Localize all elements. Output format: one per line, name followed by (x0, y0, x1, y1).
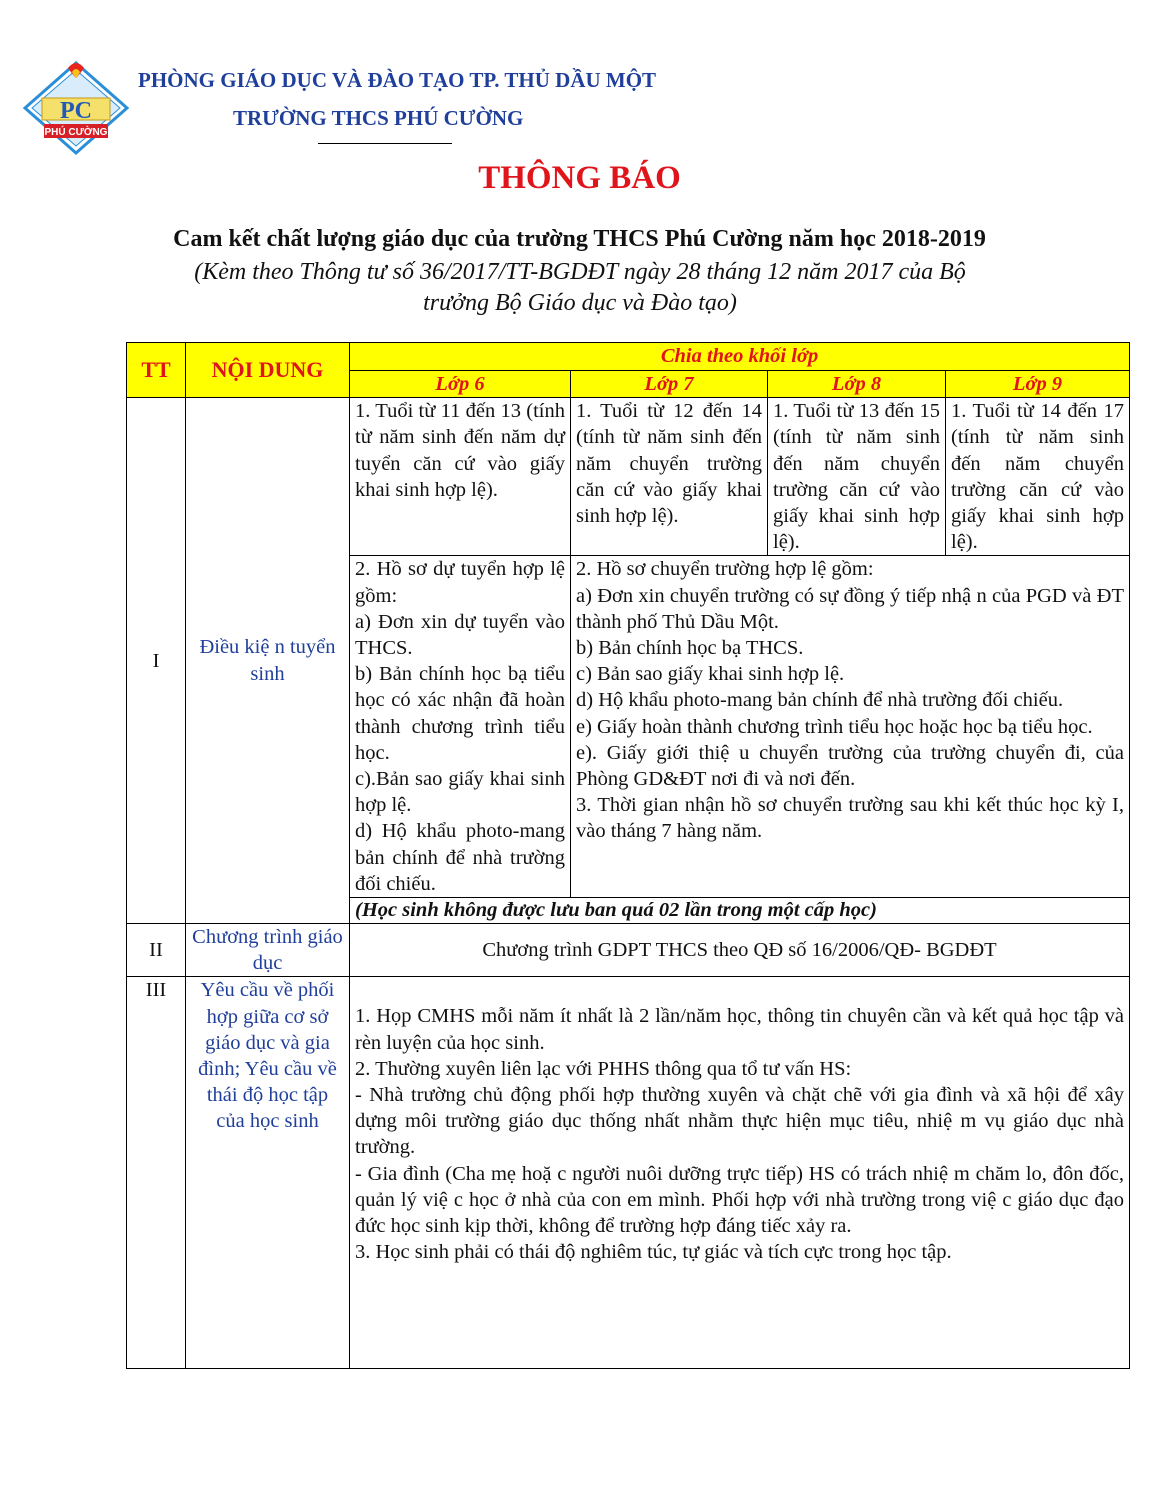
age-grade-7: 1. Tuổi từ 12 đến 14 (tính từ năm sinh đến năm chuyển trường căn cứ vào giấy khai sinh hợp lệ). (571, 398, 768, 556)
section-3-item: - Gia đình (Cha mẹ hoặ c người nuôi dưỡng trực tiếp) HS có trách nhiệ m chăm lo, đôn đốc, quản lý việ c học ở nhà của con em mình. Phối hợp với nhà trường trong việ c giáo dục đạo đức học sinh kịp thời, không để trường hợp đáng tiếc xảy ra. (355, 1162, 1125, 1238)
docs-transfer-item: b) Bản chính học bạ THCS. (576, 637, 804, 660)
note-line-1: (Kèm theo Thông tư số 36/2017/TT-BGDĐT ngày 28 tháng 12 năm 2017 của Bộ (194, 259, 966, 285)
document-note (140, 257, 1020, 319)
section-name-3: Yêu cầu về phối hợp giữa cơ sở giáo dục và gia đình; Yêu cầu về thái độ học tập của học sinh (186, 977, 350, 1369)
section-3-item: - Nhà trường chủ động phối hợp thường xuyên và chặt chẽ với gia đình và xã hội để xây dựng môi trường giáo dục thống nhất nhằm thực hiện mục tiêu, nhiệ m vụ giáo dục nhà trường. (355, 1084, 1125, 1159)
docs-transfer-item: a) Đơn xin chuyển trường có sự đồng ý tiếp nhậ n của PGD và ĐT thành phố Thủ Dầu Một. (576, 584, 1125, 633)
docs-grade-6-item: b) Bản chính học bạ tiểu học có xác nhận đã hoàn thành chương trình tiểu học. (355, 663, 565, 764)
docs-transfer (571, 556, 1130, 898)
department-name: PHÒNG GIÁO DỤC VÀ ĐÀO TẠO TP. THỦ DẦU MỘT (138, 68, 657, 92)
section-2-content: Chương trình GDPT THCS theo QĐ số 16/2006/QĐ- BGDĐT (350, 924, 1130, 977)
section-3-content (350, 977, 1130, 1369)
header-grade-9: Lớp 9 (946, 371, 1130, 398)
section-3-item: 1. Họp CMHS mỗi năm ít nhất là 2 lần/năm học, thông tin chuyên cần và kết quả học tập và rèn luyện của học sinh. (355, 1005, 1125, 1054)
document-subtitle: Cam kết chất lượng giáo dục của trường THCS Phú Cường năm học 2018-2019 (173, 226, 986, 252)
age-grade-9: 1. Tuổi từ 14 đến 17 (tính từ năm sinh đến năm chuyển trường căn cứ vào giấy khai sinh hợp lệ). (946, 398, 1130, 556)
docs-grade-6-item: a) Đơn xin dự tuyển vào THCS. (355, 610, 565, 660)
docs-grade-6-item: c).Bản sao giấy khai sinh hợp lệ. (355, 768, 565, 817)
age-grade-6: 1. Tuổi từ 11 đến 13 (tính từ năm sinh đến năm dự tuyển căn cứ vào giấy khai sinh hợp lệ). (350, 398, 571, 556)
commitment-table (126, 342, 1130, 1369)
age-grade-8: 1. Tuổi từ 13 đến 15 (tính từ năm sinh đến năm chuyển trường căn cứ vào giấy khai sinh hợp lệ). (768, 398, 946, 556)
docs-transfer-item: c) Bản sao giấy khai sinh hợp lệ. (576, 663, 845, 686)
logo-text: PHÚ CƯỜNG (44, 127, 108, 138)
docs-transfer-item: e). Giấy giới thiệ u chuyển trường của trường chuyển đi, của Phòng GD&ĐT nơi đi và nơi đến. (576, 741, 1125, 791)
logo-letters: PC (60, 98, 92, 124)
school-name: TRƯỜNG THCS PHÚ CƯỜNG (233, 106, 524, 130)
header-grade-group: Chia theo khối lớp (350, 343, 1130, 371)
section-tt-1: I (127, 398, 186, 924)
document-title: THÔNG BÁO (478, 160, 681, 196)
docs-transfer-item: e) Giấy hoàn thành chương trình tiểu học hoặc học bạ tiểu học. (576, 715, 1093, 738)
section-3-item: 3. Học sinh phải có thái độ nghiêm túc, tự giác và tích cực trong học tập. (355, 1241, 952, 1264)
section-tt-3: III (127, 977, 186, 1369)
header-content: NỘI DUNG (186, 343, 350, 398)
docs-grade-6-item: d) Hộ khẩu photo-mang bản chính để nhà trường đối chiếu. (355, 820, 565, 895)
note-line-2: trưởng Bộ Giáo dục và Đào tạo) (423, 290, 737, 316)
docs-transfer-item: 3. Thời gian nhận hồ sơ chuyển trường sau khi kết thúc học kỳ I, vào tháng 7 hàng năm. (576, 794, 1125, 843)
section-tt-2: II (127, 924, 186, 977)
section-name-2: Chương trình giáo dục (186, 924, 350, 977)
section-1-footnote: (Học sinh không được lưu ban quá 02 lần trong một cấp học) (350, 898, 1130, 924)
docs-grade-6 (350, 556, 571, 898)
header-divider (318, 143, 452, 144)
docs-transfer-item: d) Hộ khẩu photo-mang bản chính để nhà trường đối chiếu. (576, 689, 1064, 712)
docs-transfer-item: 2. Hồ sơ chuyển trường hợp lệ gồm: (576, 558, 874, 581)
header-grade-7: Lớp 7 (571, 371, 768, 398)
header-grade-6: Lớp 6 (350, 371, 571, 398)
header-tt: TT (127, 343, 186, 398)
docs-grade-6-item: 2. Hồ sơ dự tuyển hợp lệ gồm: (355, 558, 565, 607)
section-name-1: Điều kiệ n tuyển sinh (186, 398, 350, 924)
section-3-item: 2. Thường xuyên liên lạc với PHHS thông qua tổ tư vấn HS: (355, 1057, 852, 1080)
school-logo (22, 60, 130, 156)
header-grade-8: Lớp 8 (768, 371, 946, 398)
